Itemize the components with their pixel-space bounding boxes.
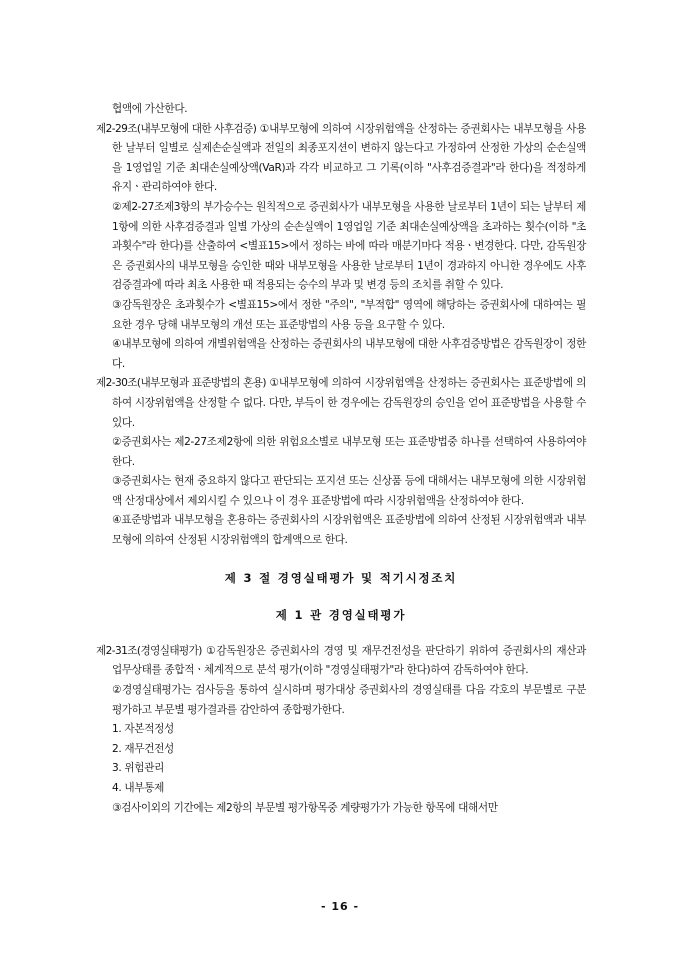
subsection-heading: 제 1 관 경영실태평가 bbox=[275, 608, 407, 623]
article-2-31-para-1-text: ①감독원장은 증권회사의 경영 및 재무건전성을 판단하기 위하여 증권회사의 재산과 업무상태를 종합적ㆍ체계적으로 분석 평가(이하 "경영실태평가"라 한다)하여 감독하여야 한다. bbox=[112, 644, 586, 677]
article-2-30-para-4: ④표준방법과 내부모형을 혼용하는 증권회사의 시장위험액은 표준방법에 의하여 산정된 시장위험액과 내부모형에 의하여 산정된 시장위험액의 합계액으로 한다. bbox=[112, 514, 586, 547]
article-2-29-para-1-text: ①내부모형에 의하여 시장위험액을 산정하는 증권회사는 내부모형을 사용한 날부터 일별로 실제손순실액과 전일의 최종포지션이 변하지 않는다고 가정하여 산정한 가상의 순손실액을 1영업일 기준 최대손실예상액(VaR)과 각각 비교하고 그 기록(이하 "사후검증결과"라 한다)을 적정하게 유지ㆍ관리하여야 한다. bbox=[112, 122, 586, 194]
article-2-29-para-2: ②제2-27조제3항의 부가승수는 원칙적으로 증권회사가 내부모형을 사용한 날로부터 1년이 되는 날부터 제1항에 의한 사후검증결과 일별 가상의 순손실액이 1영업일 기준 최대손실예상액을 초과하는 횟수(이하 "초과횟수"라 한다)를 산출하여 <별표15>에서 정하는 바에 따라 매분기마다 적용ㆍ변경한다. 다만, 감독원장은 증권회사의 내부모형을 승인한 때와 내부모형을 사용한 날로부터 1년이 경과하지 아니한 경우에도 사후검증결과에 따라 최초 사용한 때 적용되는 승수의 부과 및 변경 등의 조치를 취할 수 있다. bbox=[112, 200, 586, 292]
article-2-31-para-3: ③검사이외의 기간에는 제2항의 부문별 평가항목중 계량평가가 가능한 항목에 대해서만 bbox=[112, 801, 498, 814]
article-2-31 bbox=[96, 642, 586, 818]
list-item: 1. 자본적정성 bbox=[112, 723, 174, 736]
article-2-30-para-1 bbox=[96, 374, 586, 433]
section-heading: 제 3 절 경영실태평가 및 적기시정조치 bbox=[224, 570, 458, 585]
article-2-29 bbox=[96, 120, 586, 375]
article-2-30 bbox=[96, 374, 586, 550]
article-2-29-para-3: ③감독원장은 초과횟수가 <별표15>에서 정한 "주의", "부적합" 영역에 해당하는 증권회사에 대하여는 필요한 경우 당해 내부모형의 개선 또는 표준방법의 사용 등을 요구할 수 있다. bbox=[112, 298, 586, 331]
article-2-29-title: 제2-29조(내부모형에 대한 사후검증) bbox=[96, 122, 257, 135]
article-2-31-para-1 bbox=[96, 642, 586, 681]
page-number: - 16 - bbox=[320, 900, 360, 913]
article-2-29-para-4: ④내부모형에 의하여 개별위험액을 산정하는 증권회사의 내부모형에 대한 사후검증방법은 감독원장이 정한다. bbox=[112, 338, 586, 370]
list-item: 3. 위험관리 bbox=[112, 762, 164, 775]
article-2-30-para-1-text: ①내부모형에 의하여 시장위험액을 산정하는 증권회사는 표준방법에 의하여 시장위험액을 산정할 수 없다. 다만, 부득이 한 경우에는 감독원장의 승인을 얻어 표준방법을 사용할 수 있다. bbox=[112, 377, 586, 429]
list-item: 4. 내부통제 bbox=[112, 782, 164, 794]
page-body bbox=[96, 100, 586, 818]
article-2-30-title: 제2-30조(내부모형과 표준방법의 혼용) bbox=[96, 377, 266, 390]
article-2-30-para-2: ②증권회사는 제2-27조제2항에 의한 위험요소별로 내부모형 또는 표준방법중 하나를 선택하여 사용하여야 한다. bbox=[112, 436, 586, 468]
article-2-29-para-1 bbox=[96, 120, 586, 198]
article-2-31-para-2: ②경영실태평가는 검사등을 통하여 실시하며 평가대상 증권회사의 경영실태를 다음 각호의 부문별로 구분 평가하고 부문별 평가결과를 감안하여 종합평가한다. bbox=[112, 684, 586, 716]
continued-text: 협액에 가산한다. bbox=[112, 103, 188, 115]
article-2-30-para-3: ③증권회사는 현재 중요하지 않다고 판단되는 포지션 또는 신상품 등에 대해서는 내부모형에 의한 시장위험액 산정대상에서 제외시킬 수 있으나 이 경우 표준방법에 따라 시장위험액을 산정하여야 한다. bbox=[112, 475, 586, 507]
article-2-31-title: 제2-31조(경영실태평가) bbox=[96, 644, 202, 657]
list-item: 2. 재무건전성 bbox=[112, 742, 174, 755]
